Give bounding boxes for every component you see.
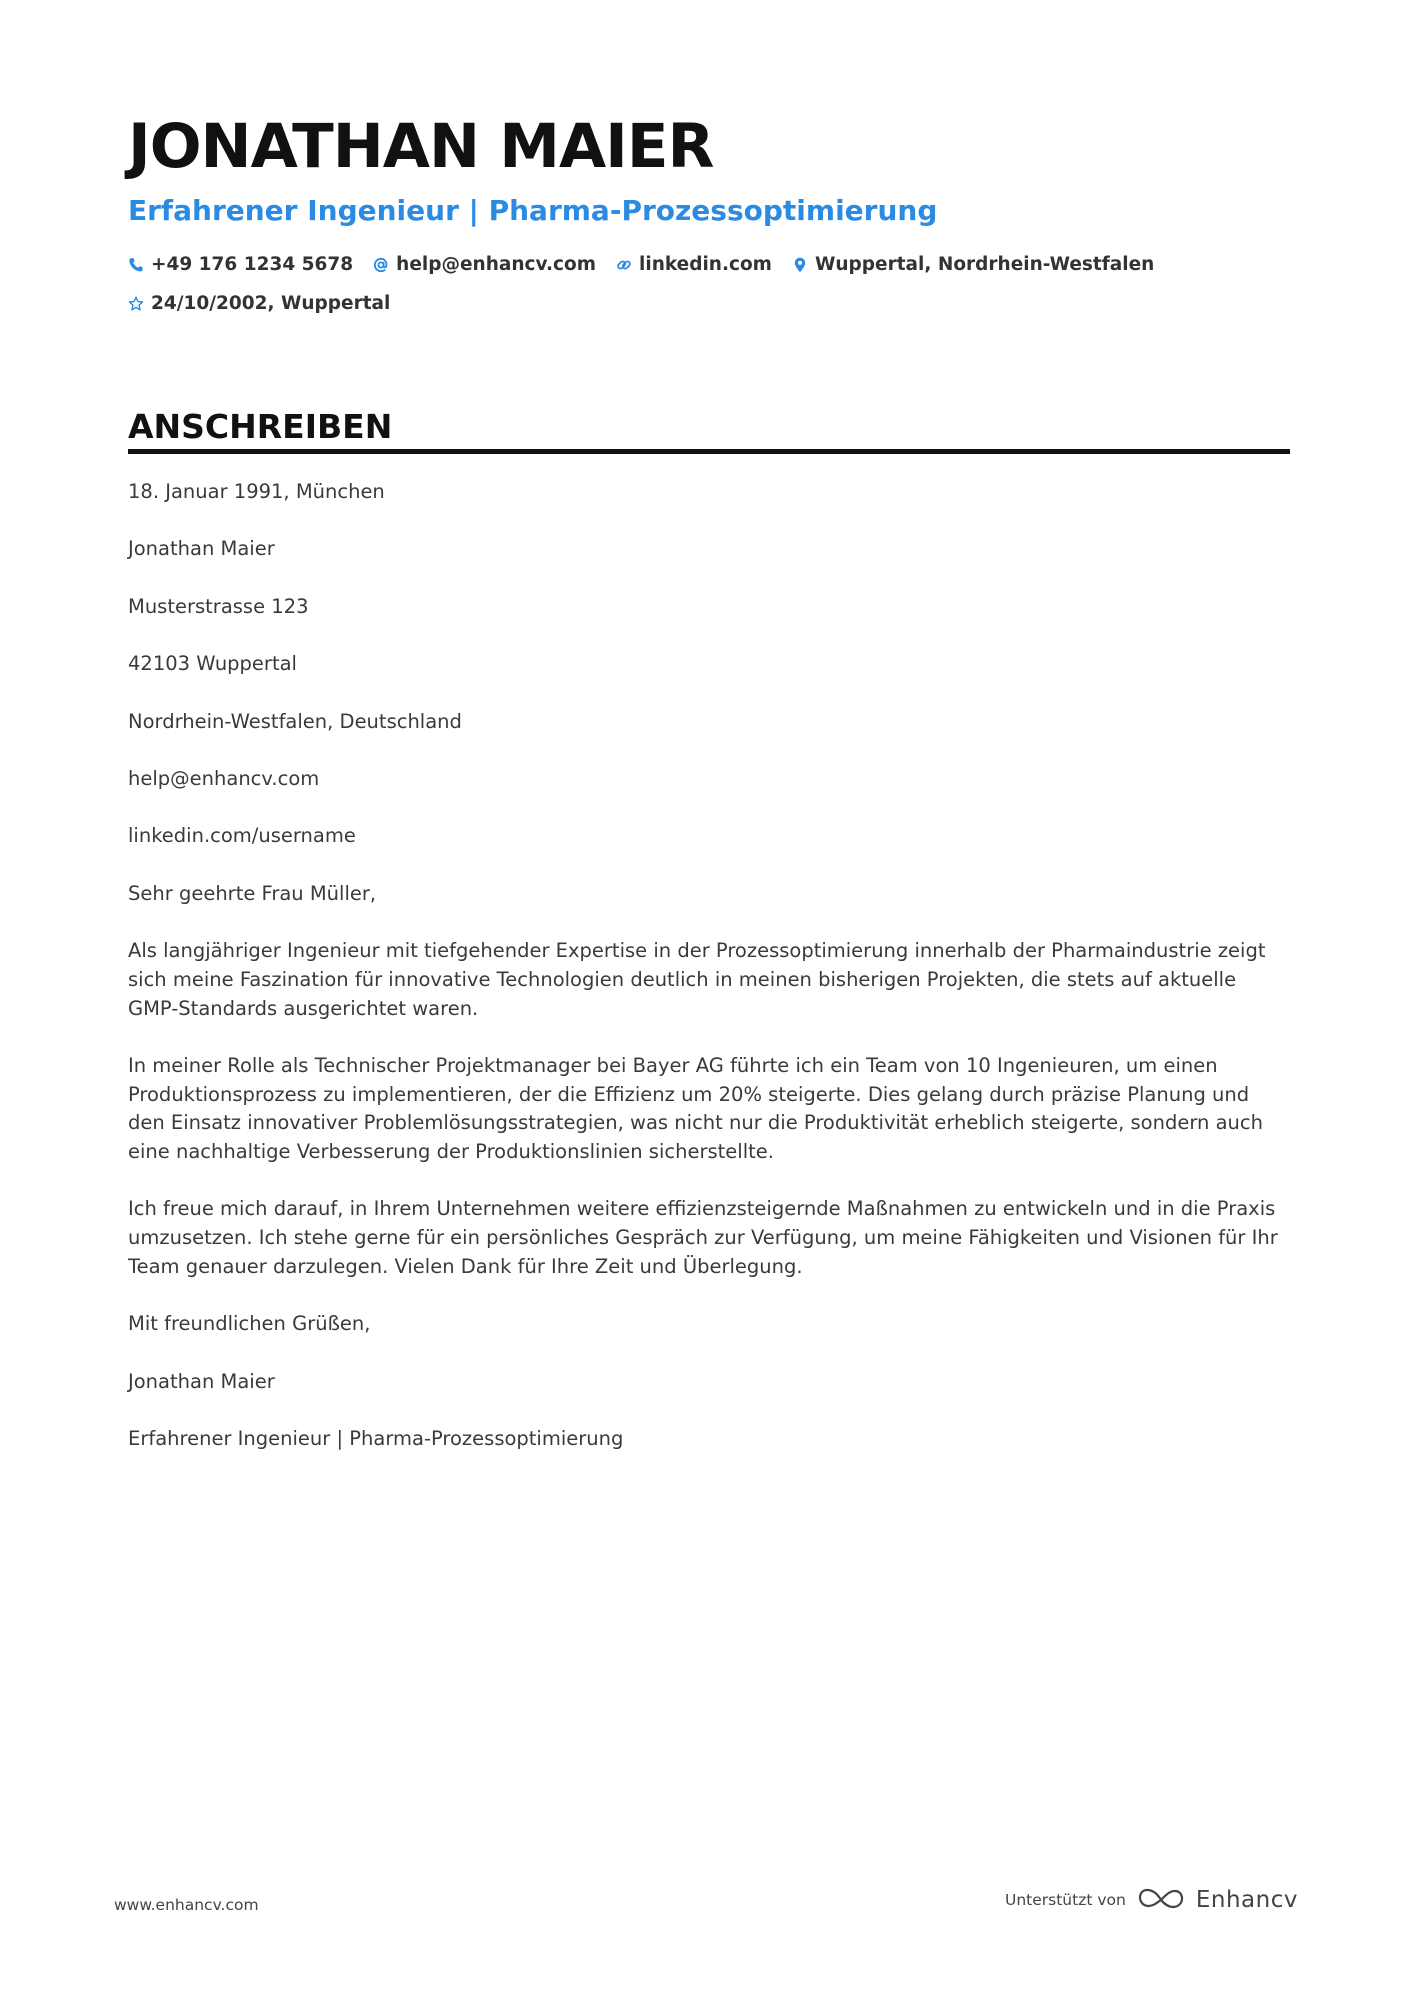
contact-linkedin[interactable] xyxy=(616,254,772,275)
letter-date-place: 18. Januar 1991, München xyxy=(128,480,385,503)
letter-email: help@enhancv.com xyxy=(128,766,320,790)
contact-email-text: help@enhancv.com xyxy=(396,254,597,275)
phone-icon xyxy=(128,257,144,273)
contact-birth-text: 24/10/2002, Wuppertal xyxy=(151,293,391,314)
at-icon xyxy=(373,257,389,273)
contact-linkedin-text: linkedin.com xyxy=(639,254,772,275)
letter-signature-name: Jonathan Maier xyxy=(128,1369,275,1393)
brand-name: Enhancv xyxy=(1195,1887,1298,1913)
link-icon xyxy=(616,257,632,273)
applicant-headline: Erfahrener Ingenieur | Pharma-Prozessoptimierung xyxy=(128,194,938,227)
contact-row-primary xyxy=(128,254,1174,275)
letter-city: 42103 Wuppertal xyxy=(128,652,297,676)
footer-powered-by: Unterstützt von xyxy=(1005,1891,1126,1909)
letter-signature-title: Erfahrener Ingenieur | Pharma-Prozessoptimierung xyxy=(128,1427,624,1450)
star-icon xyxy=(128,296,144,312)
letter-paragraph-2: In meiner Rolle als Technischer Projektmanager bei Bayer AG führte ich ein Team von 10 Ingenieuren, um einen Produktionsprozess zu implementieren, der die Effizienz um 20% steigerte. Dies gelang durch präzise Planung und den Einsatz innovativer Problemlösungsstrategien, was nicht nur die Produktivität erheblich steigerte, sondern auch eine nachhaltige Verbesserung der Produktionslinien sicherstellte. xyxy=(128,1053,1263,1164)
applicant-name: JONATHAN MAIER xyxy=(128,111,714,182)
letter-sender-name: Jonathan Maier xyxy=(128,537,275,561)
contact-phone-text: +49 176 1234 5678 xyxy=(151,254,354,275)
brand-logo[interactable] xyxy=(1138,1887,1298,1913)
contact-birth xyxy=(128,293,390,314)
letter-region: Nordrhein-Westfalen, Deutschland xyxy=(128,709,462,733)
letter-salutation: Sehr geehrte Frau Müller, xyxy=(128,881,377,905)
footer-branding xyxy=(1005,1887,1298,1913)
section-divider xyxy=(128,449,1290,454)
letter-closing: Mit freundlichen Grüßen, xyxy=(128,1312,371,1336)
contact-row-secondary xyxy=(128,293,410,314)
letter-paragraph-3: Ich freue mich darauf, in Ihrem Unternehmen weitere effizienzsteigernde Maßnahmen zu entwickeln und in die Praxis umzusetzen. Ich stehe gerne für ein persönliches Gespräch zur Verfügung, um meine Fähigkeiten und Visionen für Ihr Team genauer darzulegen. Vielen Dank für Ihre Zeit und Überlegung. xyxy=(128,1197,1278,1278)
location-pin-icon xyxy=(792,257,808,273)
contact-phone[interactable] xyxy=(128,254,353,275)
letter-street: Musterstrasse 123 xyxy=(128,594,309,618)
section-title: ANSCHREIBEN xyxy=(128,407,393,446)
contact-email[interactable] xyxy=(373,254,596,275)
footer-website[interactable]: www.enhancv.com xyxy=(114,1896,259,1914)
contact-location-text: Wuppertal, Nordrhein-Westfalen xyxy=(814,254,1155,275)
enhancv-logo-icon xyxy=(1138,1887,1184,1913)
letter-paragraph-1: Als langjähriger Ingenieur mit tiefgehender Expertise in der Prozessoptimierung innerhalb der Pharmaindustrie zeigt sich meine Faszination für innovative Technologien deutlich in meinen bisherigen Projekten, die stets auf aktuelle GMP-Standards ausgerichtet waren. xyxy=(128,939,1266,1020)
contact-location xyxy=(792,254,1154,275)
letter-body xyxy=(128,478,1290,1482)
letter-linkedin: linkedin.com/username xyxy=(128,824,356,848)
